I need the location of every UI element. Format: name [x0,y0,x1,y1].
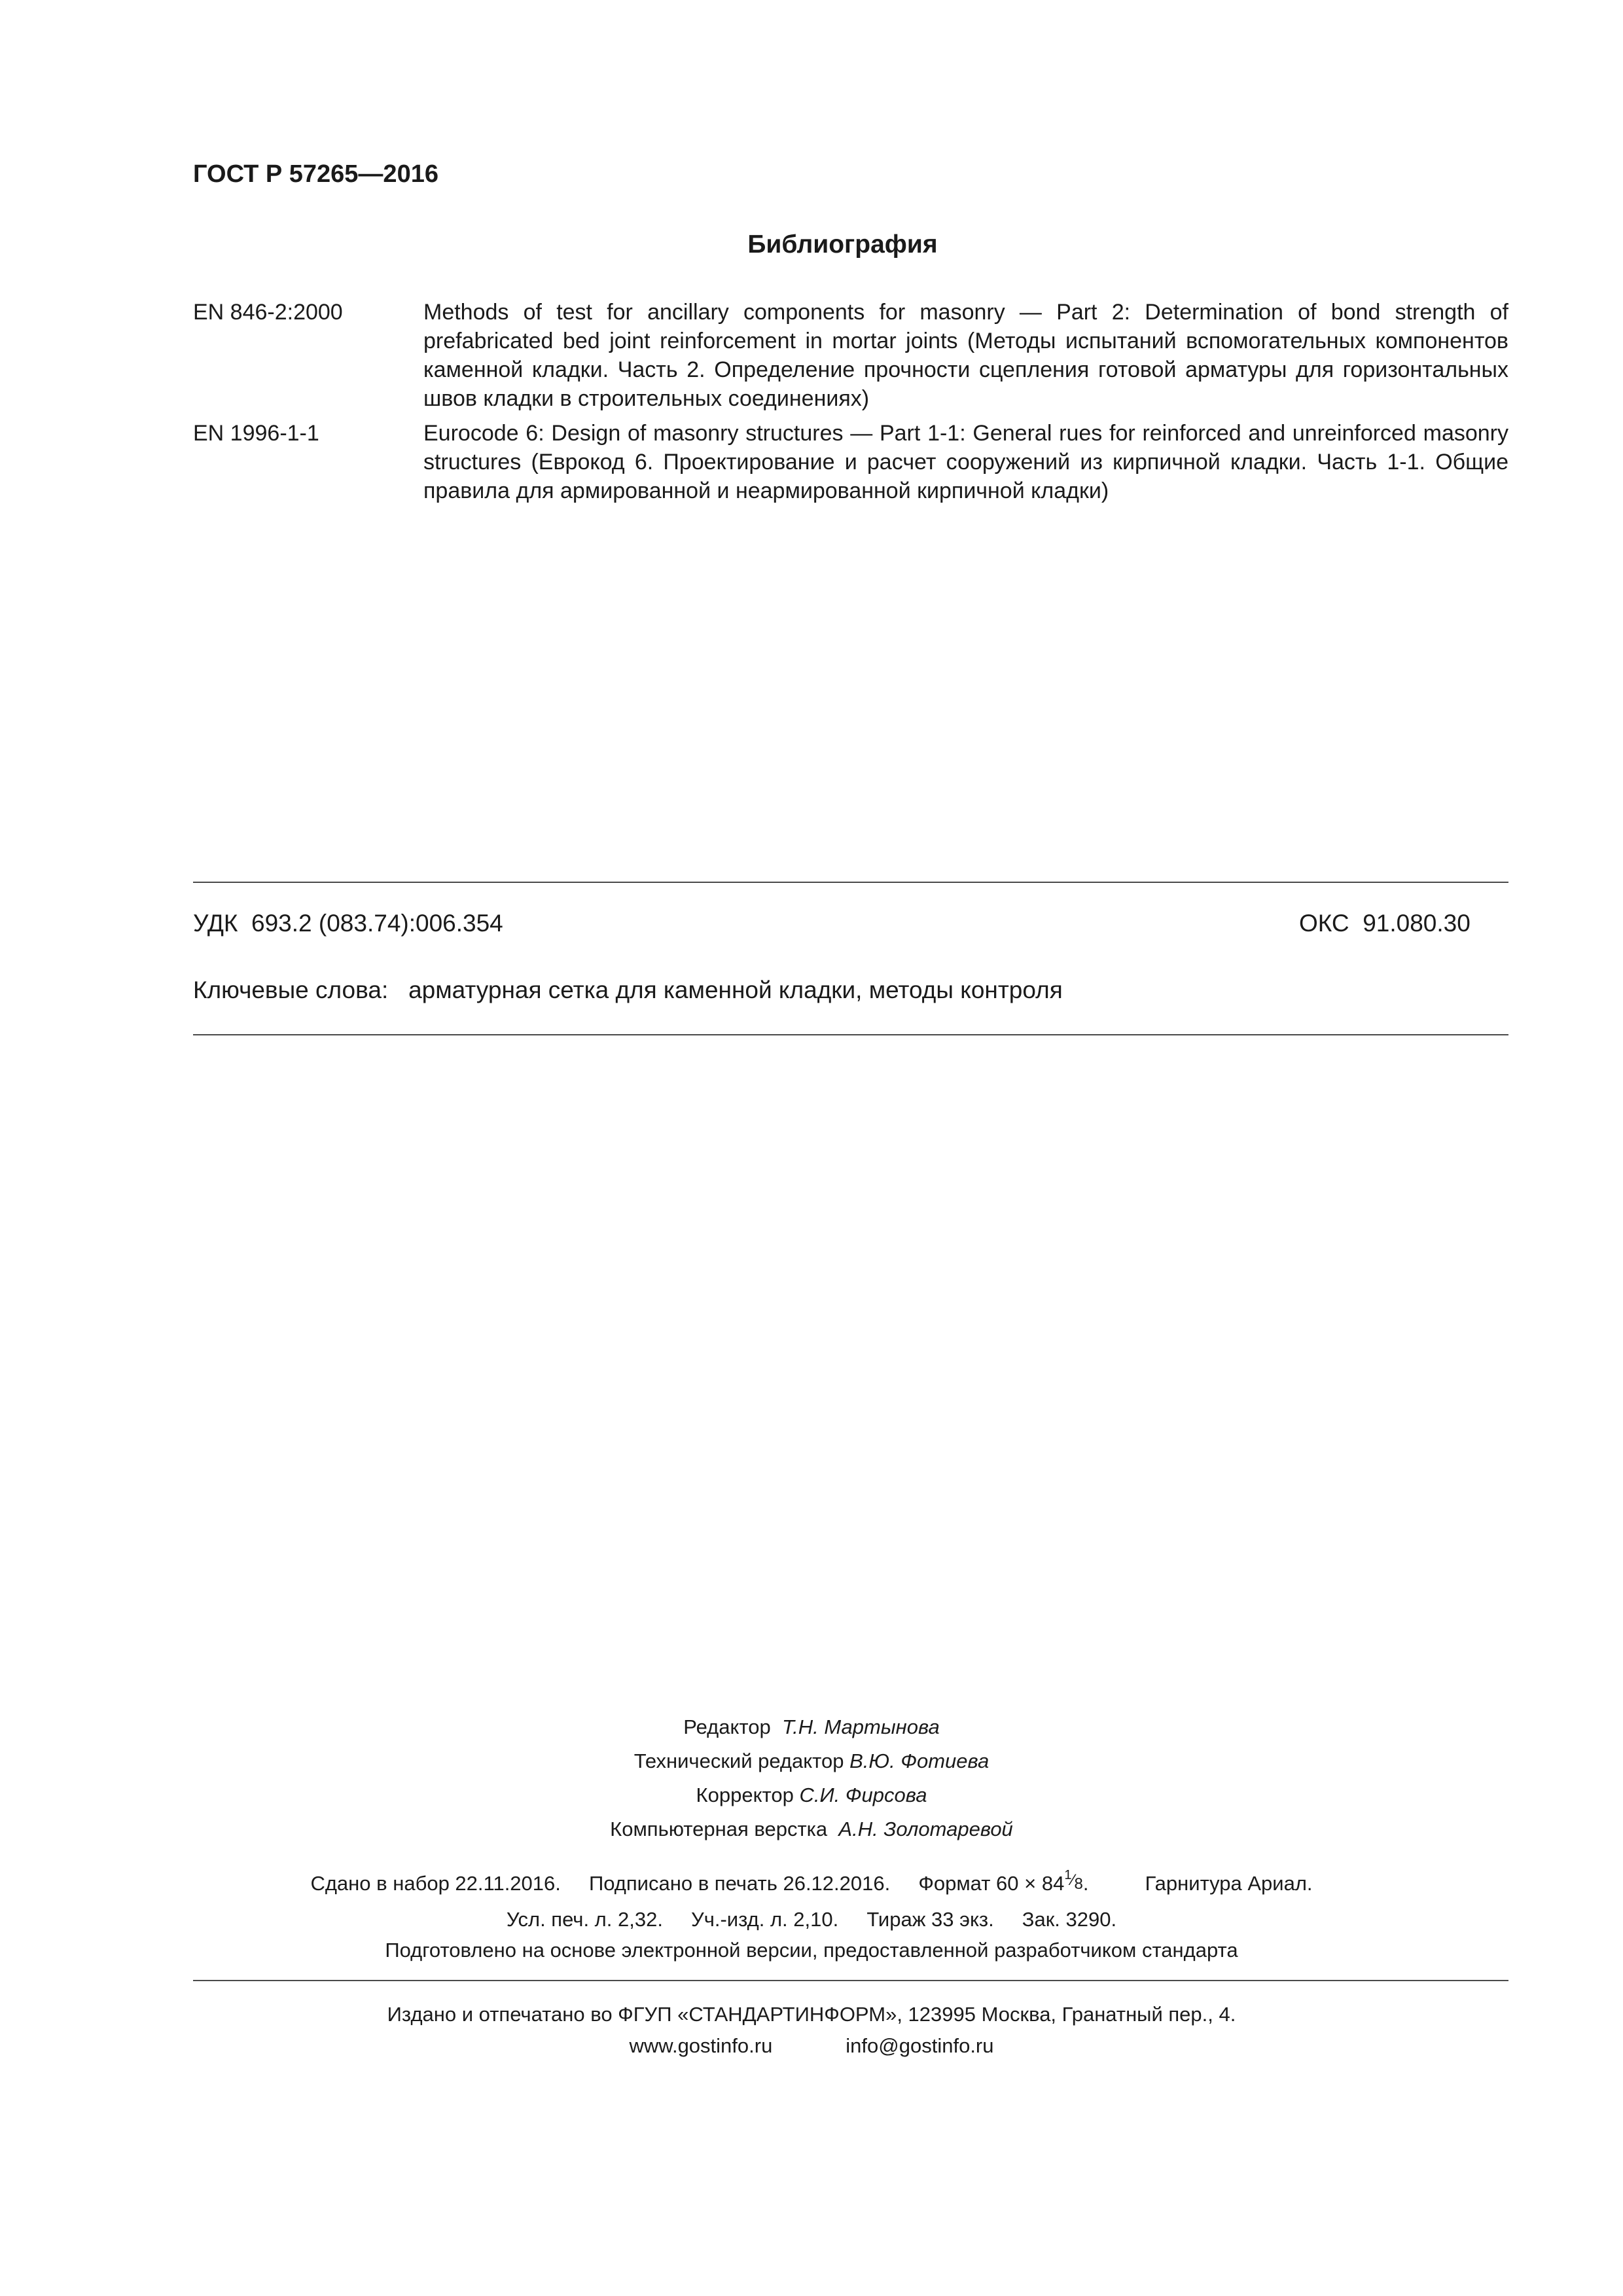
credit-line: Редактор Т.Н. Мартынова [683,1715,940,1738]
document-code: ГОСТ Р 57265—2016 [193,160,438,188]
bibliography-entry [193,298,1508,413]
oks-label: ОКС [1299,910,1349,937]
credit-line: Корректор С.И. Фирсова [696,1784,927,1806]
bibliography-title: Библиография [747,230,938,259]
divider [193,882,1508,883]
bibliography-entry [193,419,1508,505]
divider [193,1980,1508,1981]
credit-name: С.И. Фирсова [799,1784,927,1806]
reference-text: Methods of test for ancillary components for masonry — Part 2: Determination of bond strength of prefabricated bed joint reinforcement in mortar joints (Методы испытаний вспомогательных компонентов каменной кладки. Часть 2. Определение прочности сцепления готовой арматуры для горизонтальных швов кладки в строительных соединениях) [423,300,1508,411]
udk-label: УДК [193,910,238,937]
credit-name: Т.Н. Мартынова [781,1715,940,1738]
website-link[interactable]: www.gostinfo.ru [629,2034,773,2057]
reference-text: Eurocode 6: Design of masonry structures — Part 1-1: General rues for reinforced and unreinforced masonry structures (Еврокод 6. Проектирование и расчет сооружений из кирпичной кладки. Часть 1-1. Общие правила для армированной и неармированной кирпичной кладки) [423,421,1508,503]
contact-line [0,2034,1623,2058]
email-link[interactable]: info@gostinfo.ru [846,2034,994,2057]
credits-block [0,1713,1623,1843]
publisher-info: Издано и отпечатано во ФГУП «СТАНДАРТИНФОРМ», 123995 Москва, Гранатный пер., 4. [387,2003,1236,2026]
reference-key: EN 846-2:2000 [193,300,343,325]
format-info: Формат $60 \times 84^{^1⁄_8}$. [918,1868,1089,1895]
imprint-line-2: Усл. печ. л. 2,32. Уч.-изд. л. 2,10. Тираж 33 экз. Зак. 3290. [506,1908,1117,1931]
udk-value: 693.2 (083.74):006.354 [251,910,503,937]
credit-name: А.Н. Золотаревой [838,1818,1013,1840]
keywords-label: Ключевые слова: [193,977,389,1003]
credit-line: Компьютерная верстка А.Н. Золотаревой [610,1818,1013,1840]
oks-value: 91.080.30 [1363,910,1471,937]
oks-code [1299,910,1471,937]
udk-code [193,910,503,937]
imprint-line-1: Сдано в набор 22.11.2016. Подписано в печать 26.12.2016. Формат $60 \times 84^{^1⁄_8}$. Гарнитура Ариал. [310,1868,1313,1895]
credit-name: В.Ю. Фотиева [849,1749,990,1772]
keywords [193,977,1063,1004]
prepared-note: Подготовлено на основе электронной версии, предоставленной разработчиком стандарта [385,1939,1238,1962]
reference-key: EN 1996-1-1 [193,421,319,446]
divider [193,1034,1508,1035]
credit-line: Технический редактор В.Ю. Фотиева [633,1749,990,1772]
keywords-value: арматурная сетка для каменной кладки, методы контроля [408,977,1063,1003]
